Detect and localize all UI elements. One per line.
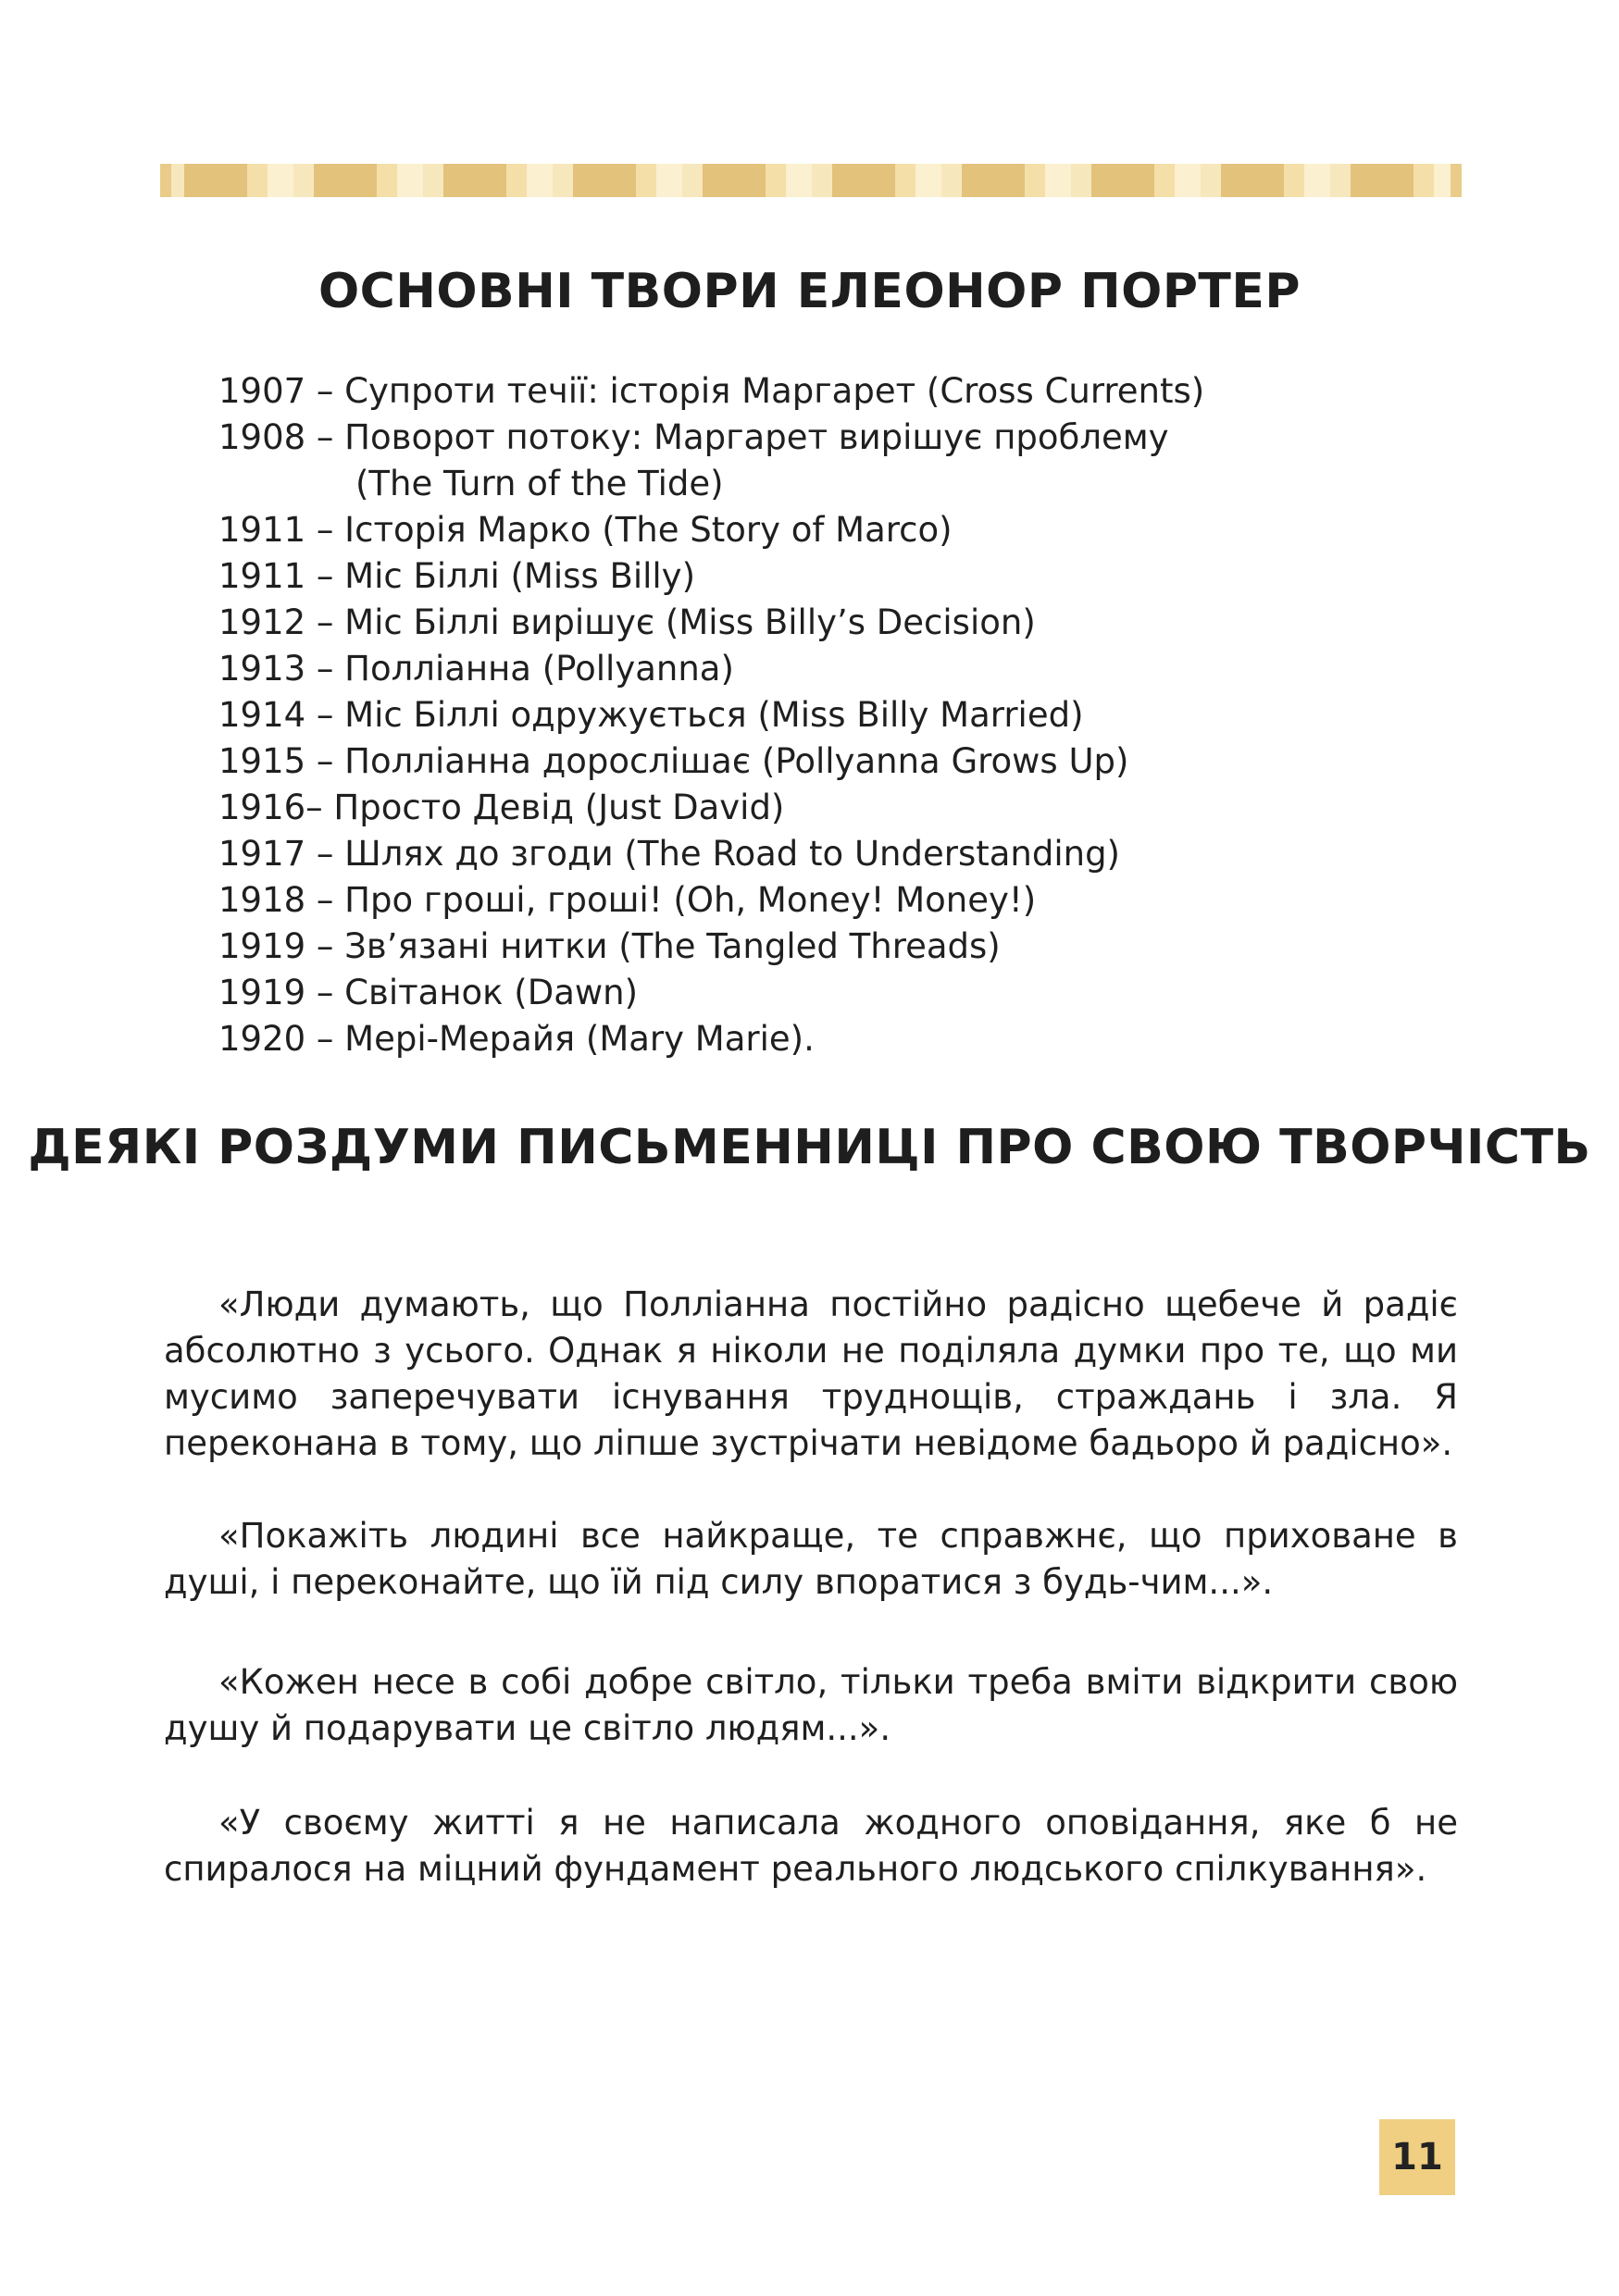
work-entry: 1914 – Міс Біллі одружується (Miss Billy Married) xyxy=(218,695,1084,735)
work-entry: 1918 – Про гроші, гроші! (Oh, Money! Money!) xyxy=(218,880,1037,920)
work-entry: 1919 – Зв’язані нитки (The Tangled Threads) xyxy=(218,926,1001,966)
quote-paragraph: «Покажіть людині все найкраще, те справжнє, що приховане в душі, і переконайте, що їй під силу впоратися з будь-чим...». xyxy=(164,1516,1458,1602)
works-heading: ОСНОВНІ ТВОРИ ЕЛЕОНОР ПОРТЕР xyxy=(318,264,1301,319)
page-number-badge: 11 xyxy=(1379,2119,1455,2195)
works-list-item xyxy=(218,368,1422,415)
works-list-item xyxy=(218,553,1422,600)
band-right-cap xyxy=(1451,164,1462,197)
work-entry: 1913 – Поллiанна (Pollyanna) xyxy=(218,649,734,689)
works-list xyxy=(218,368,1422,1062)
works-list-item xyxy=(218,646,1422,692)
works-list-item xyxy=(218,970,1422,1016)
work-entry: 1916– Просто Девід (Just David) xyxy=(218,788,785,827)
work-entry: 1912 – Міс Біллі вирішує (Miss Billy’s Decision) xyxy=(218,602,1036,642)
works-list-item xyxy=(218,507,1422,553)
work-entry: 1907 – Супроти течії: історія Маргарет (Cross Currents) xyxy=(218,371,1205,411)
thoughts-heading: ДЕЯКІ РОЗДУМИ ПИСЬМЕННИЦІ ПРО СВОЮ ТВОРЧІСТЬ xyxy=(28,1120,1591,1175)
work-entry: 1920 – Мері-Мерайя (Mary Marie). xyxy=(218,1019,815,1059)
works-list-item xyxy=(218,924,1422,970)
band-left-cap xyxy=(160,164,171,197)
works-list-item xyxy=(218,785,1422,831)
works-list-item xyxy=(218,415,1422,507)
quote-paragraph: «Люди думають, що Поллiанна постійно радісно щебече й радіє абсолютно з усього. Однак я ніколи не поділяла думки про те, що ми мусимо заперечувати існування труднощів, страждань і зла. Я переконана в тому, що ліпше зустрічати невідоме бадьоро й радісно». xyxy=(164,1285,1458,1463)
quote-paragraph: «У своєму житті я не написала жодного оповідання, яке б не спиралося на міцний фундамент реального людського спілкування». xyxy=(164,1803,1458,1889)
works-list-item xyxy=(218,600,1422,646)
work-entry: 1908 – Поворот потоку: Маргарет вирішує проблему xyxy=(218,417,1169,457)
work-entry: 1915 – Поллiанна дорослішає (Pollyanna Grows Up) xyxy=(218,741,1129,781)
works-list-item xyxy=(218,738,1422,785)
work-entry-continuation: (The Turn of the Tide) xyxy=(355,464,724,503)
works-list-item xyxy=(218,877,1422,924)
works-list-item xyxy=(218,1016,1422,1062)
works-list-item xyxy=(218,692,1422,738)
decorative-header-band xyxy=(164,164,1458,197)
work-entry: 1919 – Світанок (Dawn) xyxy=(218,973,639,1012)
works-list-item xyxy=(218,831,1422,877)
work-entry: 1917 – Шлях до згоди (The Road to Understanding) xyxy=(218,834,1120,874)
work-entry: 1911 – Історія Марко (The Story of Marco) xyxy=(218,510,953,550)
work-entry: 1911 – Міс Біллі (Miss Billy) xyxy=(218,556,696,596)
quote-paragraph: «Кожен несе в собі добре світло, тільки треба вміти відкрити свою душу й подарувати це світло людям...». xyxy=(164,1662,1458,1748)
